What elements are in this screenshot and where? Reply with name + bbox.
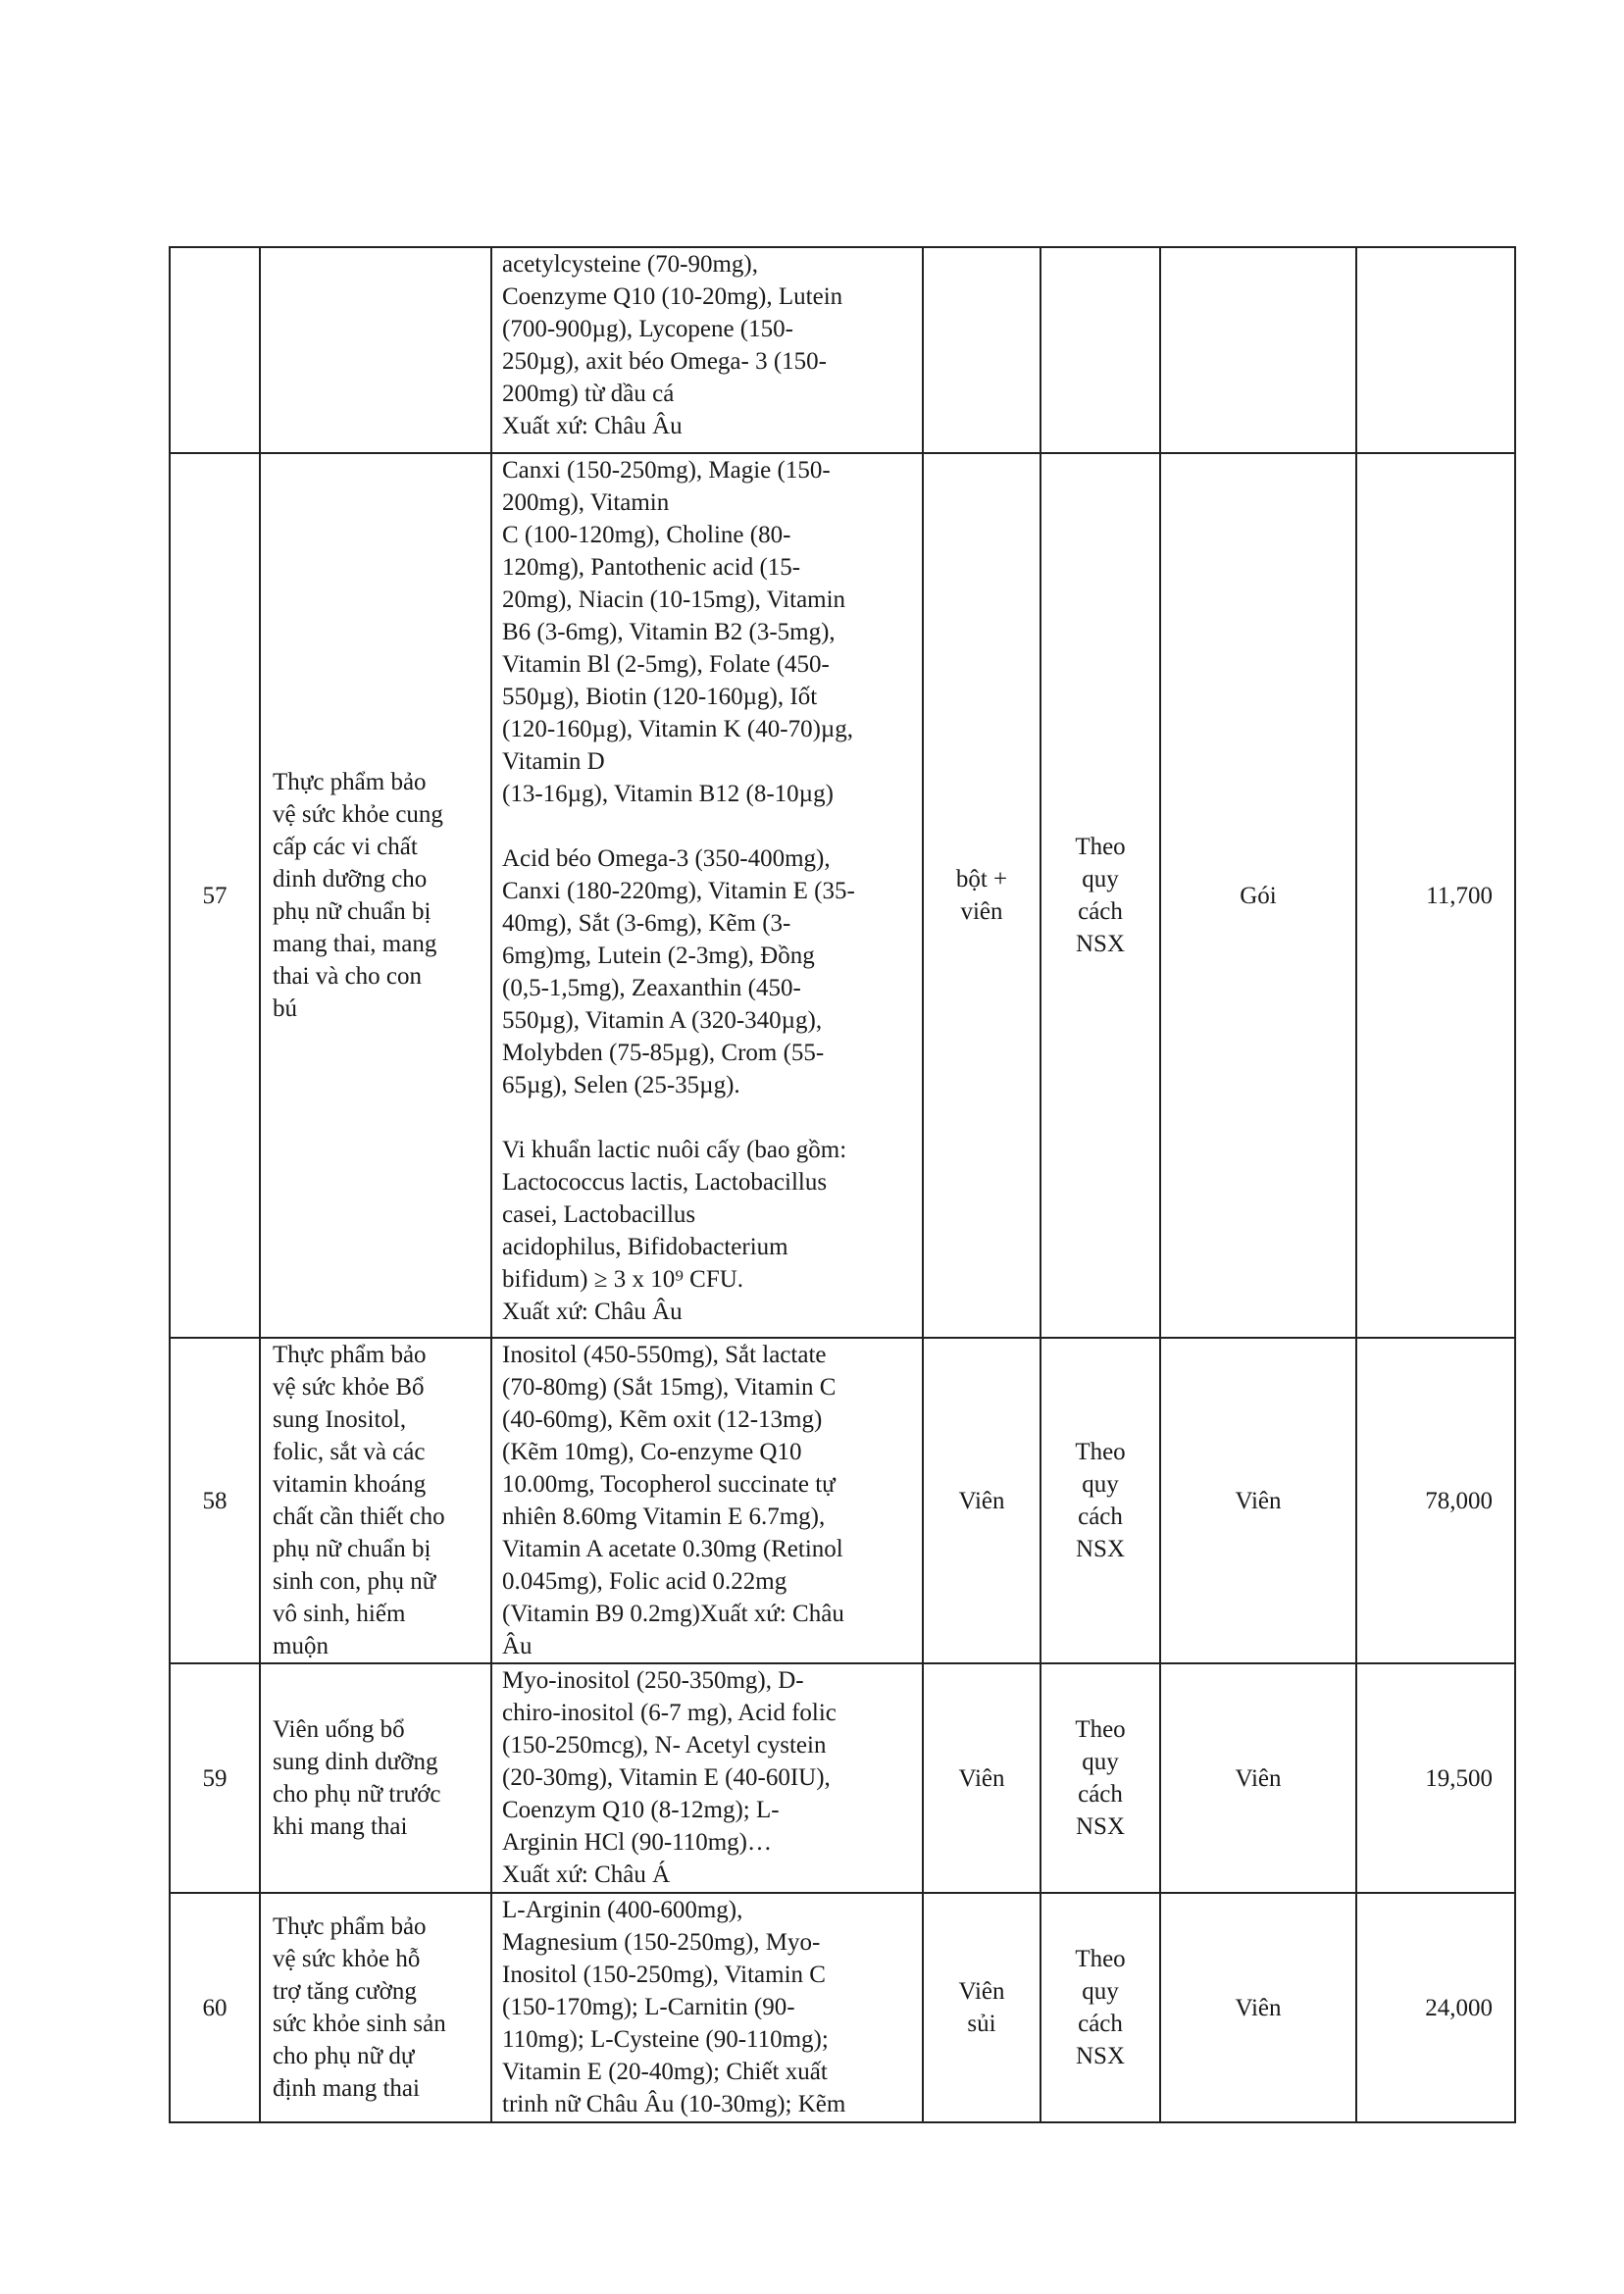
unit-price [1356, 247, 1515, 453]
text-line: Coenzyme Q10 (10-20mg), Lutein [502, 283, 843, 310]
text-line: (150-170mg); L-Carnitin (90- [502, 1994, 795, 2020]
text-line: Arginin HCl (90-110mg)… [502, 1829, 772, 1856]
text-line: (20-30mg), Vitamin E (40-60IU), [502, 1764, 831, 1791]
unit-price: 19,500 [1356, 1663, 1515, 1893]
text-line: (120-160µg), Vitamin K (40-70)µg, [502, 716, 854, 742]
text-line: Viên [958, 1487, 1005, 1514]
text-line: Thực phẩm bảo [273, 769, 427, 795]
text-line: 0.045mg), Folic acid 0.22mg [502, 1568, 787, 1595]
text-line: bột + [955, 866, 1008, 892]
text-line: vitamin khoáng [273, 1471, 427, 1498]
text-line: trợ tăng cường [273, 1978, 417, 2005]
table-row [170, 1663, 1515, 1893]
packaging-spec [1040, 1893, 1160, 2122]
text-line: muộn [273, 1633, 329, 1659]
text-line: định mang thai [273, 2075, 420, 2102]
text-line: C (100-120mg), Choline (80- [502, 522, 791, 548]
text-line: cách [1078, 898, 1123, 925]
text-line: Vitamin Bl (2-5mg), Folate (450- [502, 651, 830, 678]
product-composition [491, 247, 923, 453]
text-line: (40-60mg), Kẽm oxit (12-13mg) [502, 1406, 823, 1433]
text-line: quy [1082, 1471, 1119, 1498]
text-line: L-Arginin (400-600mg), [502, 1897, 743, 1923]
text-line: 550µg), Biotin (120-160µg), Iốt [502, 684, 818, 710]
text-line: Vitamin A acetate 0.30mg (Retinol [502, 1536, 843, 1562]
text-line: Magnesium (150-250mg), Myo- [502, 1929, 821, 1956]
text-line: Xuất xứ: Châu Á [502, 1861, 671, 1888]
text-line: phụ nữ chuẩn bị [273, 1536, 431, 1562]
dosage-form [923, 1338, 1040, 1663]
packaging-spec [1040, 453, 1160, 1338]
text-line: acidophilus, Bifidobacterium [502, 1234, 788, 1260]
text-line: (13-16µg), Vitamin B12 (8-10µg) [502, 781, 834, 807]
table-body [170, 247, 1515, 2122]
row-number: 58 [170, 1338, 260, 1663]
text-line: 200mg), Vitamin [502, 489, 670, 516]
text-line: sung Inositol, [273, 1406, 407, 1433]
packaging-spec [1040, 247, 1160, 453]
product-composition [491, 1338, 923, 1663]
row-number: 57 [170, 453, 260, 1338]
text-line: 65µg), Selen (25-35µg). [502, 1072, 740, 1098]
text-line: 10.00mg, Tocopherol succinate tự [502, 1471, 836, 1498]
composition-paragraph [502, 1664, 914, 1891]
dosage-form [923, 453, 1040, 1338]
text-line: nhiên 8.60mg Vitamin E 6.7mg), [502, 1504, 826, 1530]
text-line: 200mg) từ dầu cá [502, 381, 675, 407]
text-line: Canxi (150-250mg), Magie (150- [502, 457, 831, 484]
packaging-spec [1040, 1663, 1160, 1893]
text-line: bifidum) ≥ 3 x 10⁹ CFU. [502, 1266, 744, 1293]
text-line: 40mg), Sắt (3-6mg), Kẽm (3- [502, 910, 791, 937]
text-line: cho phụ nữ trước [273, 1781, 441, 1808]
product-name [260, 453, 491, 1338]
unit [1160, 247, 1356, 453]
text-line: Theo [1075, 1946, 1126, 1972]
product-composition [491, 1663, 923, 1893]
text-line: Vi khuẩn lactic nuôi cấy (bao gồm: [502, 1137, 847, 1163]
unit-price: 78,000 [1356, 1338, 1515, 1663]
unit-price: 24,000 [1356, 1893, 1515, 2122]
text-line: folic, sắt và các [273, 1439, 426, 1465]
text-line: acetylcysteine (70-90mg), [502, 251, 759, 278]
text-line: sức khỏe sinh sản [273, 2011, 446, 2037]
text-line: B6 (3-6mg), Vitamin B2 (3-5mg), [502, 619, 836, 645]
composition-paragraph [502, 1894, 914, 2120]
text-line: NSX [1075, 931, 1125, 957]
text-line: 6mg)mg, Lutein (2-3mg), Đồng [502, 943, 815, 969]
text-line: quy [1082, 1978, 1119, 2005]
text-line: 20mg), Niacin (10-15mg), Vitamin [502, 586, 846, 613]
composition-paragraph [502, 1339, 914, 1662]
text-line: mang thai, mang [273, 931, 437, 957]
text-line: Canxi (180-220mg), Vitamin E (35- [502, 878, 855, 904]
unit-price: 11,700 [1356, 453, 1515, 1338]
text-line: NSX [1075, 2043, 1125, 2069]
table-row [170, 247, 1515, 453]
text-line: Myo-inositol (250-350mg), D- [502, 1667, 804, 1694]
dosage-form [923, 1663, 1040, 1893]
unit: Viên [1160, 1338, 1356, 1663]
text-line: Viên [958, 1978, 1005, 2005]
dosage-form [923, 1893, 1040, 2122]
text-line: 110mg); L-Cysteine (90-110mg); [502, 2026, 829, 2053]
table-row [170, 1338, 1515, 1663]
text-line: Lactococcus lactis, Lactobacillus [502, 1169, 828, 1196]
text-line: vệ sức khỏe cung [273, 801, 443, 828]
text-line: chiro-inositol (6-7 mg), Acid folic [502, 1700, 837, 1726]
text-line: (Kẽm 10mg), Co-enzyme Q10 [502, 1439, 802, 1465]
packaging-spec [1040, 1338, 1160, 1663]
text-line: sinh con, phụ nữ [273, 1568, 436, 1595]
text-line: sủi [967, 2011, 996, 2037]
unit: Viên [1160, 1893, 1356, 2122]
unit: Gói [1160, 453, 1356, 1338]
text-line: NSX [1075, 1536, 1125, 1562]
text-line: sung dinh dưỡng [273, 1749, 438, 1775]
product-composition [491, 453, 923, 1338]
composition-paragraph [502, 248, 914, 442]
text-line: Vitamin E (20-40mg); Chiết xuất [502, 2059, 828, 2085]
text-line: 250µg), axit béo Omega- 3 (150- [502, 348, 827, 375]
text-line: (Vitamin B9 0.2mg)Xuất xứ: Châu [502, 1601, 844, 1627]
text-line: cách [1078, 2011, 1123, 2037]
text-line: Acid béo Omega-3 (350-400mg), [502, 845, 831, 872]
composition-paragraph [502, 842, 914, 1101]
text-line: bú [273, 995, 297, 1022]
composition-paragraph [502, 454, 914, 810]
text-line: vệ sức khỏe Bổ [273, 1374, 425, 1401]
text-line: chất cần thiết cho [273, 1504, 445, 1530]
table-row [170, 1893, 1515, 2122]
text-line: Vitamin D [502, 748, 605, 775]
table-row [170, 453, 1515, 1338]
text-line: (0,5-1,5mg), Zeaxanthin (450- [502, 975, 801, 1001]
text-line: vô sinh, hiếm [273, 1601, 406, 1627]
text-line: Inositol (450-550mg), Sắt lactate [502, 1342, 827, 1368]
text-line: Thực phẩm bảo [273, 1913, 427, 1940]
text-line: Viên [958, 1764, 1005, 1792]
product-name [260, 1893, 491, 2122]
text-line: trinh nữ Châu Âu (10-30mg); Kẽm [502, 2091, 846, 2117]
dosage-form [923, 247, 1040, 453]
text-line: Xuất xứ: Châu Âu [502, 1299, 683, 1325]
text-line: phụ nữ chuẩn bị [273, 898, 431, 925]
text-line: Viên uống bổ [273, 1716, 405, 1743]
row-number [170, 247, 260, 453]
product-name [260, 247, 491, 453]
row-number: 59 [170, 1663, 260, 1893]
text-line: Theo [1075, 1439, 1126, 1465]
text-line: dinh dưỡng cho [273, 866, 428, 892]
text-line: Coenzym Q10 (8-12mg); L- [502, 1797, 780, 1823]
text-line: NSX [1075, 1813, 1125, 1840]
text-line: thai và cho con [273, 963, 423, 990]
text-line: Thực phẩm bảo [273, 1342, 427, 1368]
product-name [260, 1663, 491, 1893]
composition-paragraph [502, 1134, 914, 1328]
text-line: 550µg), Vitamin A (320-340µg), [502, 1007, 823, 1034]
text-line: cấp các vi chất [273, 834, 418, 860]
text-line: Xuất xứ: Châu Âu [502, 413, 683, 439]
text-line: cách [1078, 1781, 1123, 1808]
text-line: Theo [1075, 834, 1126, 860]
text-line: Theo [1075, 1716, 1126, 1743]
row-number: 60 [170, 1893, 260, 2122]
text-line: cho phụ nữ dự [273, 2043, 415, 2069]
text-line: Molybden (75-85µg), Crom (55- [502, 1040, 825, 1066]
product-composition [491, 1893, 923, 2122]
text-line: (150-250mcg), N- Acetyl cystein [502, 1732, 827, 1759]
text-line: vệ sức khỏe hỗ [273, 1946, 421, 1972]
unit: Viên [1160, 1663, 1356, 1893]
product-name [260, 1338, 491, 1663]
text-line: khi mang thai [273, 1813, 408, 1840]
product-table [169, 246, 1516, 2123]
text-line: viên [960, 898, 1003, 925]
text-line: quy [1082, 866, 1119, 892]
text-line: cách [1078, 1504, 1123, 1530]
text-line: quy [1082, 1749, 1119, 1775]
text-line: casei, Lactobacillus [502, 1201, 696, 1228]
text-line: (70-80mg) (Sắt 15mg), Vitamin C [502, 1374, 837, 1401]
text-line: 120mg), Pantothenic acid (15- [502, 554, 801, 581]
text-line: Âu [502, 1633, 533, 1659]
text-line: Inositol (150-250mg), Vitamin C [502, 1962, 826, 1988]
text-line: (700-900µg), Lycopene (150- [502, 316, 793, 342]
